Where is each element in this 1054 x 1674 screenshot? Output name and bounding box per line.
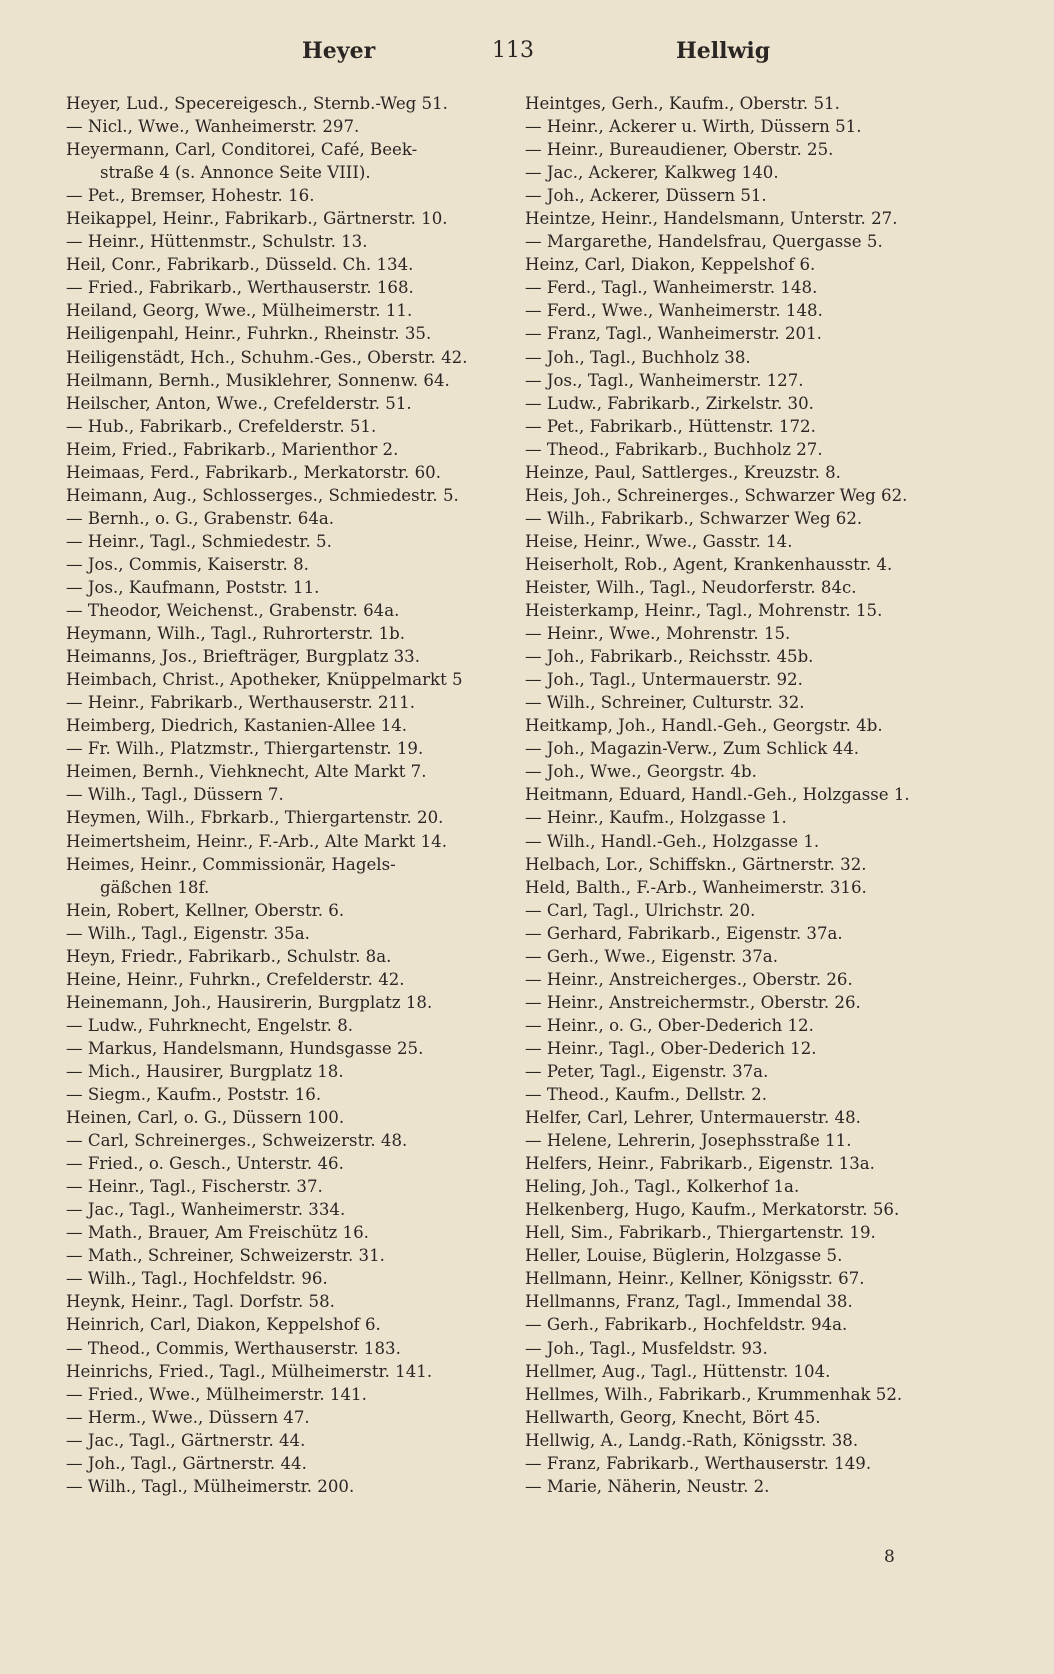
directory-entry: Hellwig, A., Landg.-Rath, Königsstr. 38. bbox=[525, 1430, 859, 1450]
directory-entry: — Jac., Tagl., Gärtnerstr. 44. bbox=[66, 1430, 306, 1450]
directory-entry: — Joh., Fabrikarb., Reichsstr. 45b. bbox=[525, 647, 814, 667]
header-right-catchword: Hellwig bbox=[676, 38, 771, 64]
directory-entry: Heis, Joh., Schreinerges., Schwarzer Weg 62. bbox=[525, 485, 908, 505]
directory-entry: — Fr. Wilh., Platzmstr., Thiergartenstr. 19. bbox=[66, 739, 424, 759]
directory-entry: — Gerhard, Fabrikarb., Eigenstr. 37a. bbox=[525, 923, 843, 943]
directory-entry: — Theod., Kaufm., Dellstr. 2. bbox=[525, 1085, 767, 1105]
directory-entry: Heyn, Friedr., Fabrikarb., Schulstr. 8a. bbox=[66, 946, 392, 966]
directory-entry: — Joh., Ackerer, Düssern 51. bbox=[525, 186, 767, 206]
directory-entry: — Jac., Tagl., Wanheimerstr. 334. bbox=[66, 1200, 346, 1220]
directory-entry: — Heinr., Tagl., Ober-Dederich 12. bbox=[525, 1038, 817, 1058]
directory-entry: — Theod., Fabrikarb., Buchholz 27. bbox=[525, 439, 823, 459]
directory-entry: — Heinr., Kaufm., Holzgasse 1. bbox=[525, 808, 787, 828]
directory-entry: Heil, Conr., Fabrikarb., Düsseld. Ch. 134. bbox=[66, 255, 414, 275]
directory-entry: — Gerh., Fabrikarb., Hochfeldstr. 94a. bbox=[525, 1315, 848, 1335]
directory-entry: — Heinr., Tagl., Fischerstr. 37. bbox=[66, 1177, 323, 1197]
directory-entry: — Joh., Tagl., Untermauerstr. 92. bbox=[525, 670, 803, 690]
directory-entry: Heinz, Carl, Diakon, Keppelshof 6. bbox=[525, 255, 816, 275]
directory-entry: Heinemann, Joh., Hausirerin, Burgplatz 18. bbox=[66, 992, 433, 1012]
directory-entry: Heise, Heinr., Wwe., Gasstr. 14. bbox=[525, 531, 793, 551]
directory-entry: Heisterkamp, Heinr., Tagl., Mohrenstr. 15. bbox=[525, 601, 883, 621]
directory-entry: Heimaas, Ferd., Fabrikarb., Merkatorstr. 60. bbox=[66, 462, 441, 482]
directory-entry: Heimes, Heinr., Commissionär, Hagels- bbox=[66, 854, 396, 874]
directory-entry: Hellmann, Heinr., Kellner, Königsstr. 67. bbox=[525, 1269, 865, 1289]
directory-entry: — Heinr., Tagl., Schmiedestr. 5. bbox=[66, 531, 332, 551]
directory-entry: Heilmann, Bernh., Musiklehrer, Sonnenw. 64. bbox=[66, 370, 450, 390]
directory-entry: — Joh., Tagl., Musfeldstr. 93. bbox=[525, 1338, 768, 1358]
directory-entry: — Wilh., Tagl., Mülheimerstr. 200. bbox=[66, 1476, 355, 1496]
directory-entry: — Ferd., Tagl., Wanheimerstr. 148. bbox=[525, 278, 818, 298]
directory-entry: — Mich., Hausirer, Burgplatz 18. bbox=[66, 1061, 344, 1081]
directory-entry: Heinen, Carl, o. G., Düssern 100. bbox=[66, 1108, 345, 1128]
directory-entry: Heimann, Aug., Schlosserges., Schmiedestr. 5. bbox=[66, 485, 459, 505]
directory-entry: — Theodor, Weichenst., Grabenstr. 64a. bbox=[66, 601, 400, 621]
directory-entry: Heimanns, Jos., Briefträger, Burgplatz 33. bbox=[66, 647, 420, 667]
directory-entry: — Math., Schreiner, Schweizerstr. 31. bbox=[66, 1246, 385, 1266]
directory-entry: — Carl, Schreinerges., Schweizerstr. 48. bbox=[66, 1131, 408, 1151]
directory-entry: — Wilh., Tagl., Eigenstr. 35a. bbox=[66, 923, 310, 943]
directory-entry: Hell, Sim., Fabrikarb., Thiergartenstr. 19. bbox=[525, 1223, 876, 1243]
directory-entry: — Wilh., Tagl., Düssern 7. bbox=[66, 785, 284, 805]
directory-entry: — Joh., Wwe., Georgstr. 4b. bbox=[525, 762, 757, 782]
directory-entry: — Franz, Fabrikarb., Werthauserstr. 149. bbox=[525, 1453, 872, 1473]
directory-entry: Helfer, Carl, Lehrer, Untermauerstr. 48. bbox=[525, 1108, 861, 1128]
directory-entry: — Carl, Tagl., Ulrichstr. 20. bbox=[525, 900, 756, 920]
directory-entry: Heitkamp, Joh., Handl.-Geh., Georgstr. 4b. bbox=[525, 716, 883, 736]
directory-entry: — Jos., Commis, Kaiserstr. 8. bbox=[66, 554, 309, 574]
directory-entry: — Jos., Tagl., Wanheimerstr. 127. bbox=[525, 370, 804, 390]
directory-entry: — Fried., Wwe., Mülheimerstr. 141. bbox=[66, 1384, 367, 1404]
directory-entry: — Bernh., o. G., Grabenstr. 64a. bbox=[66, 508, 335, 528]
directory-entry: straße 4 (s. Annonce Seite VIII). bbox=[100, 163, 371, 183]
directory-entry: — Ludw., Fabrikarb., Zirkelstr. 30. bbox=[525, 393, 814, 413]
header-left-catchword: Heyer bbox=[302, 38, 376, 64]
directory-entry: Heinze, Paul, Sattlerges., Kreuzstr. 8. bbox=[525, 462, 841, 482]
directory-entry: gäßchen 18f. bbox=[100, 877, 210, 897]
directory-entry: Held, Balth., F.-Arb., Wanheimerstr. 316. bbox=[525, 877, 867, 897]
directory-entry: — Heinr., Hüttenmstr., Schulstr. 13. bbox=[66, 232, 368, 252]
directory-entry: — Markus, Handelsmann, Hundsgasse 25. bbox=[66, 1038, 424, 1058]
directory-entry: Heintze, Heinr., Handelsmann, Unterstr. 27. bbox=[525, 209, 898, 229]
left-column bbox=[66, 92, 504, 1498]
directory-entry: Helbach, Lor., Schiffskn., Gärtnerstr. 32. bbox=[525, 854, 867, 874]
directory-entry: Heinrichs, Fried., Tagl., Mülheimerstr. 141. bbox=[66, 1361, 433, 1381]
directory-entry: Heynk, Heinr., Tagl. Dorfstr. 58. bbox=[66, 1292, 335, 1312]
directory-entry: — Nicl., Wwe., Wanheimerstr. 297. bbox=[66, 117, 360, 137]
directory-entry: — Pet., Bremser, Hohestr. 16. bbox=[66, 186, 315, 206]
directory-entry: — Hub., Fabrikarb., Crefelderstr. 51. bbox=[66, 416, 377, 436]
directory-entry: Heiligenstädt, Hch., Schuhm.-Ges., Oberstr. 42. bbox=[66, 347, 468, 367]
directory-entry: — Wilh., Schreiner, Culturstr. 32. bbox=[525, 693, 805, 713]
directory-entry: Heine, Heinr., Fuhrkn., Crefelderstr. 42. bbox=[66, 969, 405, 989]
directory-entry: Heiserholt, Rob., Agent, Krankenhausstr. 4. bbox=[525, 554, 893, 574]
directory-entry: — Wilh., Handl.-Geh., Holzgasse 1. bbox=[525, 831, 820, 851]
directory-entry: Helkenberg, Hugo, Kaufm., Merkatorstr. 56. bbox=[525, 1200, 900, 1220]
directory-entry: — Margarethe, Handelsfrau, Quergasse 5. bbox=[525, 232, 883, 252]
directory-entry: — Heinr., Anstreichermstr., Oberstr. 26. bbox=[525, 992, 861, 1012]
directory-entry: — Ludw., Fuhrknecht, Engelstr. 8. bbox=[66, 1015, 354, 1035]
directory-entry: — Joh., Magazin-Verw., Zum Schlick 44. bbox=[525, 739, 860, 759]
directory-entry: — Jos., Kaufmann, Poststr. 11. bbox=[66, 577, 320, 597]
directory-entry: Helfers, Heinr., Fabrikarb., Eigenstr. 13a. bbox=[525, 1154, 875, 1174]
directory-entry: Heikappel, Heinr., Fabrikarb., Gärtnerstr. 10. bbox=[66, 209, 448, 229]
directory-entry: — Marie, Näherin, Neustr. 2. bbox=[525, 1476, 770, 1496]
directory-entry: — Herm., Wwe., Düssern 47. bbox=[66, 1407, 310, 1427]
page-number: 113 bbox=[492, 38, 534, 63]
directory-entry: Heymen, Wilh., Fbrkarb., Thiergartenstr. 20. bbox=[66, 808, 444, 828]
directory-entry: — Helene, Lehrerin, Josephsstraße 11. bbox=[525, 1131, 852, 1151]
directory-entry: Heiland, Georg, Wwe., Mülheimerstr. 11. bbox=[66, 301, 413, 321]
directory-entry: — Joh., Tagl., Gärtnerstr. 44. bbox=[66, 1453, 307, 1473]
directory-entry: — Heinr., o. G., Ober-Dederich 12. bbox=[525, 1015, 814, 1035]
directory-entry: Heilscher, Anton, Wwe., Crefelderstr. 51. bbox=[66, 393, 412, 413]
directory-entry: Heimertsheim, Heinr., F.-Arb., Alte Markt 14. bbox=[66, 831, 448, 851]
directory-entry: Heimberg, Diedrich, Kastanien-Allee 14. bbox=[66, 716, 408, 736]
directory-entry: Heling, Joh., Tagl., Kolkerhof 1a. bbox=[525, 1177, 800, 1197]
directory-entry: Heitmann, Eduard, Handl.-Geh., Holzgasse 1. bbox=[525, 785, 910, 805]
directory-entry: — Franz, Tagl., Wanheimerstr. 201. bbox=[525, 324, 822, 344]
directory-entry: Hellmes, Wilh., Fabrikarb., Krummenhak 52. bbox=[525, 1384, 903, 1404]
right-column bbox=[525, 92, 985, 1498]
directory-entry: — Math., Brauer, Am Freischütz 16. bbox=[66, 1223, 369, 1243]
signature-mark: 8 bbox=[884, 1547, 895, 1567]
directory-entry: Hellmanns, Franz, Tagl., Immendal 38. bbox=[525, 1292, 853, 1312]
directory-entry: Heintges, Gerh., Kaufm., Oberstr. 51. bbox=[525, 94, 840, 113]
directory-entry: — Peter, Tagl., Eigenstr. 37a. bbox=[525, 1061, 769, 1081]
directory-entry: — Wilh., Tagl., Hochfeldstr. 96. bbox=[66, 1269, 328, 1289]
directory-entry: Heister, Wilh., Tagl., Neudorferstr. 84c. bbox=[525, 577, 857, 597]
directory-entry: Hein, Robert, Kellner, Oberstr. 6. bbox=[66, 900, 345, 920]
directory-entry: Heimbach, Christ., Apotheker, Knüppelmarkt 5 bbox=[66, 670, 463, 690]
directory-entry: Heyermann, Carl, Conditorei, Café, Beek- bbox=[66, 140, 418, 160]
directory-entry: — Gerh., Wwe., Eigenstr. 37a. bbox=[525, 946, 778, 966]
directory-entry: Heyer, Lud., Specereigesch., Sternb.-Weg 51. bbox=[66, 94, 448, 113]
directory-entry: Heller, Louise, Büglerin, Holzgasse 5. bbox=[525, 1246, 843, 1266]
directory-entry: Heimen, Bernh., Viehknecht, Alte Markt 7. bbox=[66, 762, 427, 782]
directory-entry: — Heinr., Ackerer u. Wirth, Düssern 51. bbox=[525, 117, 862, 137]
directory-entry: — Heinr., Fabrikarb., Werthauserstr. 211. bbox=[66, 693, 416, 713]
directory-entry: Heiligenpahl, Heinr., Fuhrkn., Rheinstr. 35. bbox=[66, 324, 432, 344]
directory-entry: — Theod., Commis, Werthauserstr. 183. bbox=[66, 1338, 401, 1358]
directory-entry: Hellmer, Aug., Tagl., Hüttenstr. 104. bbox=[525, 1361, 831, 1381]
directory-entry: — Fried., o. Gesch., Unterstr. 46. bbox=[66, 1154, 344, 1174]
directory-entry: — Siegm., Kaufm., Poststr. 16. bbox=[66, 1085, 322, 1105]
directory-entry: Heymann, Wilh., Tagl., Ruhrorterstr. 1b. bbox=[66, 624, 405, 644]
directory-entry: — Wilh., Fabrikarb., Schwarzer Weg 62. bbox=[525, 508, 863, 528]
directory-entry: — Heinr., Anstreicherges., Oberstr. 26. bbox=[525, 969, 853, 989]
directory-entry: — Heinr., Bureaudiener, Oberstr. 25. bbox=[525, 140, 834, 160]
directory-entry: — Fried., Fabrikarb., Werthauserstr. 168. bbox=[66, 278, 414, 298]
directory-entry: Hellwarth, Georg, Knecht, Bört 45. bbox=[525, 1407, 821, 1427]
directory-entry: — Pet., Fabrikarb., Hüttenstr. 172. bbox=[525, 416, 816, 436]
directory-entry: Heinrich, Carl, Diakon, Keppelshof 6. bbox=[66, 1315, 381, 1335]
directory-entry: — Ferd., Wwe., Wanheimerstr. 148. bbox=[525, 301, 823, 321]
directory-entry: Heim, Fried., Fabrikarb., Marienthor 2. bbox=[66, 439, 399, 459]
page-header bbox=[0, 38, 1054, 74]
directory-entry: — Jac., Ackerer, Kalkweg 140. bbox=[525, 163, 779, 183]
directory-entry: — Heinr., Wwe., Mohrenstr. 15. bbox=[525, 624, 791, 644]
directory-entry: — Joh., Tagl., Buchholz 38. bbox=[525, 347, 751, 367]
